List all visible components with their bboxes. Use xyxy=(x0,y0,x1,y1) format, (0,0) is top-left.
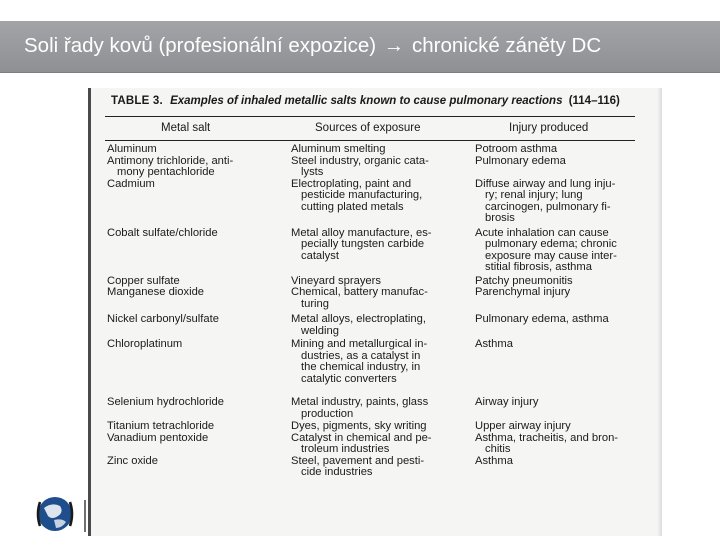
table-caption: Examples of inhaled metallic salts known to cause pulmonary reactions xyxy=(170,95,563,107)
table-cell-source: Mining and metallurgical in- xyxy=(291,338,428,350)
table-cell-salt: Manganese dioxide xyxy=(107,286,205,298)
column-metal-salt xyxy=(107,88,297,536)
table-cell-salt: Titanium tetrachloride xyxy=(107,420,215,432)
table-cell-salt: Nickel carbonyl/sulfate xyxy=(107,313,219,325)
table-cell-salt: mony pentachloride xyxy=(117,166,215,178)
table-cell-salt: Selenium hydrochloride xyxy=(107,396,224,408)
table-cell-injury: Pulmonary edema, asthma xyxy=(475,313,609,325)
column-sources xyxy=(291,88,481,536)
table-cell-source: lysts xyxy=(301,166,324,178)
table-cell-injury: Upper airway injury xyxy=(475,420,571,432)
table-cell-injury: chitis xyxy=(485,443,511,455)
table-cell-source: dustries, as a catalyst in xyxy=(301,349,421,362)
table-cell-source: troleum industries xyxy=(301,443,390,455)
table-cell-source: catalytic converters xyxy=(301,372,397,385)
scanned-table-image xyxy=(88,88,662,536)
header-sources: Sources of exposure xyxy=(315,122,421,134)
table-cell-injury: Asthma xyxy=(475,338,513,350)
table-cell-source: production xyxy=(301,407,354,420)
table-reference: (114–116) xyxy=(568,95,620,107)
table-cell-injury: Patchy pneumonitis xyxy=(475,274,573,287)
slide-title-bar xyxy=(0,21,720,73)
table-cell-source: turing xyxy=(301,297,329,310)
table-cell-source: the chemical industry, in xyxy=(301,361,421,373)
slide-title xyxy=(24,34,714,58)
table-cell-source: Dyes, pigments, sky writing xyxy=(291,420,427,432)
table-cell-injury: Diffuse airway and lung inju- xyxy=(475,177,616,190)
table-cell-source: Chemical, battery manufac- xyxy=(291,286,428,298)
table-cell-injury: Acute inhalation can cause xyxy=(475,226,609,239)
globe-logo-icon xyxy=(34,494,76,534)
table-cell-injury: stitial fibrosis, asthma xyxy=(485,261,592,273)
slide-title-before: Soli řady kovů (profesionální expozice) xyxy=(24,34,377,57)
table-cell-injury: Airway injury xyxy=(475,396,539,408)
table-cell-injury: Asthma, tracheitis, and bron- xyxy=(475,431,619,444)
table-cell-injury: Asthma xyxy=(475,454,513,467)
table-cell-salt: Antimony trichloride, anti- xyxy=(107,154,234,167)
table-cell-source: cide industries xyxy=(301,466,373,478)
table-cell-injury: carcinogen, pulmonary fi- xyxy=(485,200,611,213)
table-cell-injury: brosis xyxy=(485,212,515,224)
table-cell-source: Metal industry, paints, glass xyxy=(291,396,429,408)
table-cell-injury: pulmonary edema; chronic xyxy=(485,238,617,250)
table-cell-salt: Cobalt sulfate/chloride xyxy=(107,226,218,239)
table-cell-salt: Chloroplatinum xyxy=(107,338,183,350)
table-cell-injury: exposure may cause inter- xyxy=(485,249,617,262)
table-cell-source: pecially tungsten carbide xyxy=(301,238,425,250)
table-cell-salt: Vanadium pentoxide xyxy=(107,431,209,444)
table-cell-injury: Pulmonary edema xyxy=(475,154,566,167)
header-metal-salt: Metal salt xyxy=(161,122,211,134)
table-cell-source: Vineyard sprayers xyxy=(291,274,381,287)
slide-title-after: chronické záněty DC xyxy=(412,34,602,57)
table-cell-injury: Parenchymal injury xyxy=(475,286,571,298)
table-cell-source: Steel, pavement and pesti- xyxy=(291,454,425,467)
table-number: TABLE 3. xyxy=(111,95,163,107)
table-cell-salt: Zinc oxide xyxy=(107,454,158,467)
table-cell-source: pesticide manufacturing, xyxy=(301,189,423,201)
table-cell-source: Metal alloys, electroplating, xyxy=(291,313,426,325)
table-cell-source: Electroplating, paint and xyxy=(291,177,412,190)
table-cell-source: cutting plated metals xyxy=(301,200,404,213)
table-cell-source: welding xyxy=(301,324,339,337)
table-cell-source: Aluminum smelting xyxy=(291,143,386,155)
table-cell-source: Metal alloy manufacture, es- xyxy=(291,226,432,239)
table-cell-salt: Aluminum xyxy=(107,143,157,155)
header-injury: Injury produced xyxy=(509,122,589,134)
table-cell-source: Catalyst in chemical and pe- xyxy=(291,431,432,444)
logo-divider xyxy=(84,500,86,532)
table-cell-injury: ry; renal injury; lung xyxy=(485,189,583,201)
table-cell-source: catalyst xyxy=(301,249,339,262)
table-cell-injury: Potroom asthma xyxy=(475,143,558,155)
table-cell-salt: Cadmium xyxy=(107,177,155,190)
column-injury xyxy=(475,88,660,536)
table-cell-salt: Copper sulfate xyxy=(107,274,180,287)
table-cell-source: Steel industry, organic cata- xyxy=(291,154,429,167)
arrow-right-icon: → xyxy=(383,34,405,57)
